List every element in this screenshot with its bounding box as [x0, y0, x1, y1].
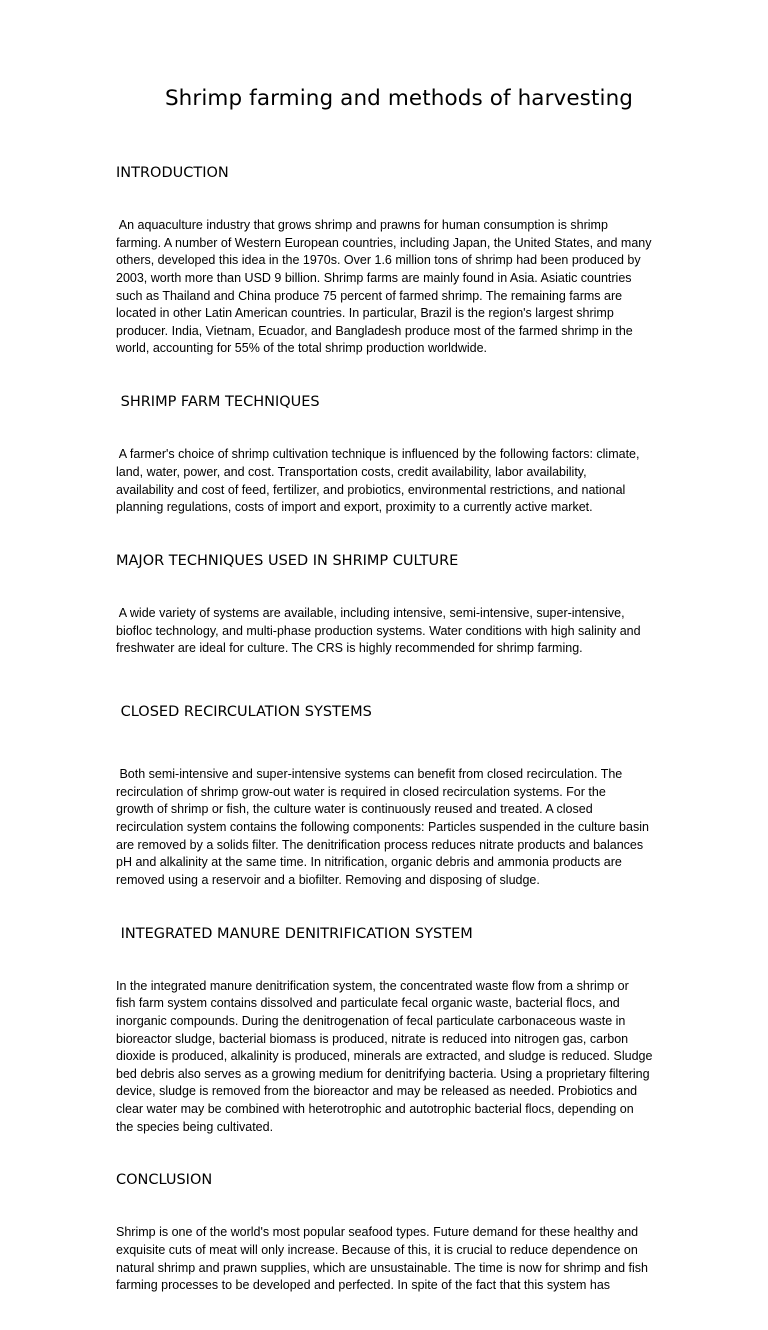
paragraph-line: inorganic compounds. During the denitrogenation of fecal particulate carbonaceous waste in: [116, 1013, 626, 1028]
section-heading: INTRODUCTION: [116, 165, 229, 181]
section-heading: SHRIMP FARM TECHNIQUES: [116, 394, 320, 411]
paragraph-line: Both semi-intensive and super-intensive systems can benefit from closed recirculation. The: [116, 767, 623, 782]
paragraph-line: others, developed this idea in the 1970s. Over 1.6 million tons of shrimp had been produced by: [116, 253, 641, 268]
paragraph-line: land, water, power, and cost. Transportation costs, credit availability, labor availability,: [116, 464, 587, 479]
paragraph-line: A farmer's choice of shrimp cultivation technique is influenced by the following factors: climate,: [116, 447, 640, 462]
paragraph-line: recirculation system contains the following components: Particles suspended in the culture basin: [116, 820, 649, 834]
section-conclusion: [116, 1171, 680, 1330]
section-heading: MAJOR TECHNIQUES USED IN SHRIMP CULTURE: [116, 552, 459, 569]
paragraph-line: clear water may be combined with heterotrophic and autotrophic bacterial flocs, depending on: [116, 1101, 634, 1116]
section-major-techniques: [116, 552, 680, 693]
document-body: [116, 164, 680, 1330]
paragraph-line: planning regulations, costs of import and export, proximity to a currently active market.: [116, 500, 593, 515]
paragraph-line: farming processes to be developed and perfected. In spite of the fact that this system has: [116, 1278, 611, 1293]
paragraph-line: exquisite cuts of meat will only increase. Because of this, it is crucial to reduce dependence on: [116, 1243, 638, 1258]
section-paragraph: [116, 731, 680, 925]
paragraph-line: world, accounting for 55% of the total shrimp production worldwide.: [116, 341, 488, 356]
paragraph-line: freshwater are ideal for culture. The CRS is highly recommended for shrimp farming.: [116, 641, 583, 656]
paragraph-line: pH and alkalinity at the same time. In nitrification, organic debris and ammonia products are: [116, 855, 622, 870]
paragraph-line: 2003, worth more than USD 9 billion. Shrimp farms are mainly found in Asia. Asiatic countries: [116, 270, 632, 285]
paragraph-line: such as Thailand and China produce 75 percent of farmed shrimp. The remaining farms are: [116, 288, 623, 303]
section-paragraph: [116, 1189, 680, 1330]
section-heading: CONCLUSION: [116, 1172, 213, 1189]
paragraph-line: dioxide is produced, alkalinity is produced, minerals are extracted, and sludge is reduced. Sludge: [116, 1049, 653, 1064]
paragraph-line: producer. India, Vietnam, Ecuador, and Bangladesh produce most of the farmed shrimp in the: [116, 323, 633, 338]
paragraph-line: recirculation of shrimp grow-out water is required in closed recirculation systems. For the: [116, 784, 606, 799]
section-paragraph: [116, 182, 680, 393]
section-introduction: [116, 164, 680, 393]
paragraph-line: availability and cost of feed, fertilizer, and probiotics, environmental restrictions, and national: [116, 482, 626, 497]
section-closed-recirculation: [116, 703, 680, 925]
paragraph-line: are removed by a solids filter. The denitrification process reduces nitrate products and balances: [116, 837, 644, 852]
paragraph-line: bed debris also serves as a growing medium for denitrifying bacteria. Using a proprietary filtering: [116, 1066, 650, 1081]
paragraph-line: An aquaculture industry that grows shrimp and prawns for human consumption is shrimp: [116, 218, 608, 233]
paragraph-line: A wide variety of systems are available, including intensive, semi-intensive, super-intensive,: [116, 606, 625, 621]
paragraph-line: In the integrated manure denitrification system, the concentrated waste flow from a shrimp or: [116, 978, 629, 993]
paragraph-line: farming. A number of Western European countries, including Japan, the United States, and many: [116, 235, 652, 250]
paragraph-line: biofloc technology, and multi-phase production systems. Water conditions with high salinity and: [116, 623, 641, 638]
paragraph-line: Shrimp is one of the world's most popular seafood types. Future demand for these healthy and: [116, 1225, 639, 1240]
section-heading: INTEGRATED MANURE DENITRIFICATION SYSTEM: [116, 925, 473, 942]
page-title: Shrimp farming and methods of harvesting: [164, 86, 634, 111]
paragraph-line: device, sludge is removed from the bioreactor and may be released as needed. Probiotics and: [116, 1084, 638, 1099]
paragraph-line: the species being cultivated.: [116, 1119, 274, 1134]
section-integrated-manure: [116, 925, 680, 1172]
paragraph-line: removed using a reservoir and a biofilter. Removing and disposing of sludge.: [116, 872, 540, 887]
section-paragraph: [116, 411, 680, 552]
section-shrimp-farm-techniques: [116, 393, 680, 552]
section-paragraph: [116, 943, 680, 1172]
section-heading: CLOSED RECIRCULATION SYSTEMS: [116, 704, 372, 721]
paragraph-line: bioreactor sludge, bacterial biomass is produced, nitrate is reduced into nitrogen gas, carbon: [116, 1031, 629, 1046]
paragraph-line: growth of shrimp or fish, the culture water is continuously reused and treated. A closed: [116, 802, 593, 817]
paragraph-line: fish farm system contains dissolved and particulate fecal organic waste, bacterial flocs, and: [116, 996, 620, 1011]
paragraph-line: located in other Latin American countries. In particular, Brazil is the region's largest shrimp: [116, 306, 614, 321]
paragraph-line: natural shrimp and prawn supplies, which are unsustainable. The time is now for shrimp and fish: [116, 1260, 648, 1275]
section-paragraph: [116, 570, 680, 693]
